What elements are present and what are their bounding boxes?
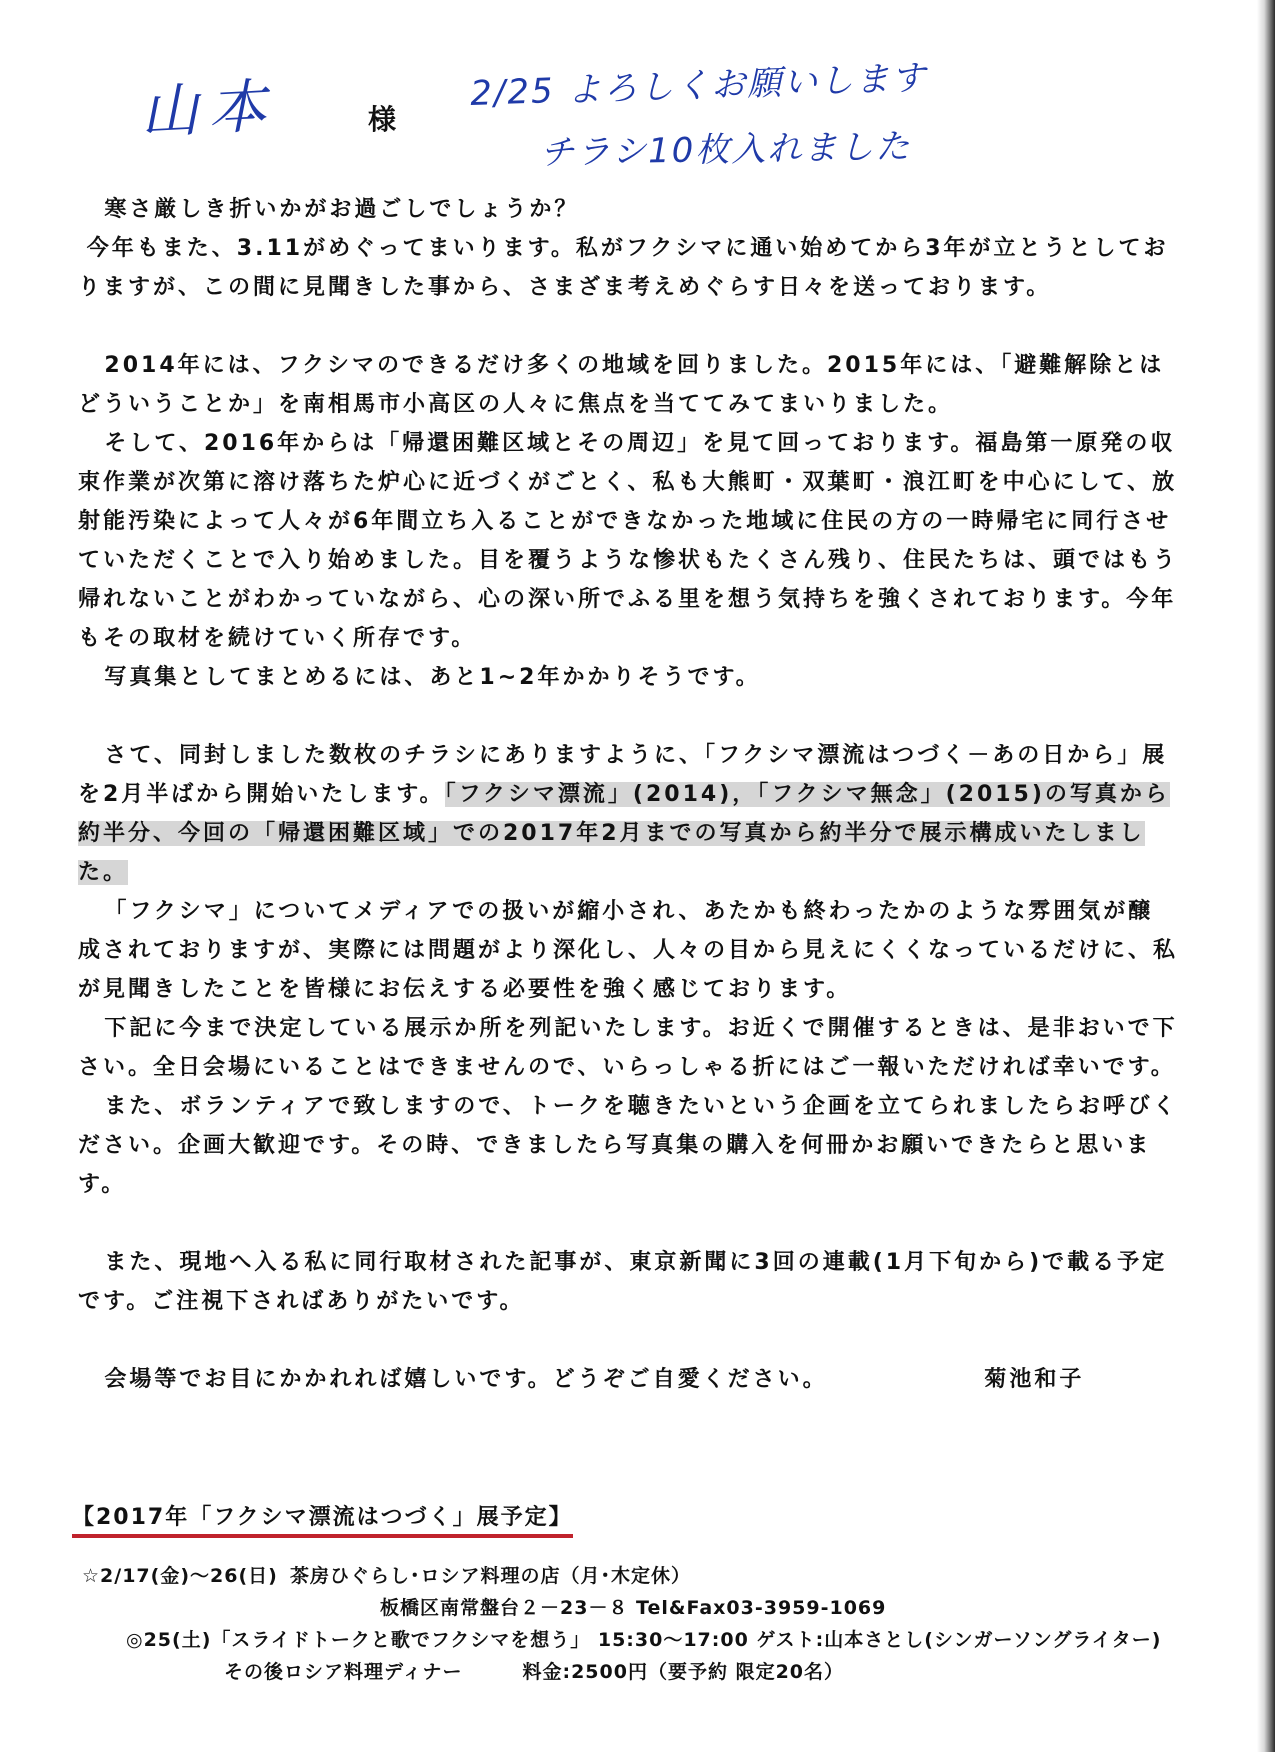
entry-date: ☆2/17(金)～26(日) — [82, 1565, 278, 1587]
letter-body — [78, 190, 1178, 1399]
handwritten-recipient-name: 山本 — [138, 71, 278, 147]
signature: 菊池和子 — [984, 1367, 1085, 1392]
highlighted-composition: 「フクシマ漂流」(2014)，「フクシマ無念」(2015)の写真から約半分、今回の「帰還困難区域」での2017年2月までの写真から約半分で展示構成いたしました。 — [78, 782, 1170, 885]
paragraph-2016: そして、2016年からは「帰還困難区域とその周辺」を見て回っております。福島第一原発の収束作業が次第に溶け落ちた炉心に近づくがごとく、私も大熊町・双葉町・浪江町を中心にして、放射能汚染によって人々が6年間立ち入ることができなかった地域に住民の方の一時帰宅に同行させていただくことで入り始めました。目を覆うような惨状もたくさん残り、住民たちは、頭ではもう帰れないことがわかっていながら、心の深い所でふる里を想う気持ちを強くされております。今年もその取材を続けていく所存です。 — [78, 431, 1179, 651]
paragraph-volunteer: また、ボランティアで致しますので、トークを聴きたいという企画を立てられましたらお呼びください。企画大歓迎です。その時、できましたら写真集の購入を何冊かお願いできたらと思います。 — [78, 1094, 1178, 1197]
paragraph-media: 「フクシマ」についてメディアでの扱いが縮小され、あたかも終わったかのような雰囲気が醸成されておりますが、実際には問題がより深化し、人々の目から見えにくくなっているだけに、私が見聞きしたことを皆様にお伝えする必要性を強く感じております。 — [78, 899, 1179, 1002]
handwritten-note-line1: 2/25 よろしくお願いします — [469, 58, 928, 114]
schedule-list — [82, 1560, 1182, 1688]
schedule-heading: 【2017年「フクシマ漂流はつづく」展予定】 — [72, 1500, 573, 1538]
scan-edge-shadow — [1257, 0, 1275, 1752]
honorific: 様 — [368, 103, 397, 136]
paragraph-newspaper: また、現地へ入る私に同行取材された記事が、東京新聞に3回の連載(1月下旬から)で載る予定です。ご注視下さればありがたいです。 — [78, 1250, 1168, 1314]
closing-text: 会場等でお目にかかれれば嬉しいです。どうぞご自愛ください。 — [104, 1367, 828, 1392]
schedule-entry-date-venue — [82, 1560, 1182, 1592]
handwritten-note-line2: チラシ10枚入れました — [539, 126, 912, 174]
entry-fee: 料金:2500円（要予約 限定20名） — [522, 1661, 845, 1683]
exhibition-announcement: さて、同封しました数枚のチラシにありますように、「フクシマ漂流はつづく－あの日から」展を2月半ばから開始いたします。 — [78, 743, 1168, 807]
entry-dinner: その後ロシア料理ディナー — [224, 1661, 463, 1683]
paragraph-intro: 今年もまた、3.11がめぐってまいります。私がフクシマに通い始めてから3年が立とうとしておりますが、この間に見聞きした事から、さまざま考えめぐらす日々を送っております。 — [78, 236, 1169, 300]
paragraph-venues: 下記に今まで決定している展示か所を列記いたします。お近くで開催するときは、是非おいで下さい。全日会場にいることはできませんので、いらっしゃる折にはご一報いただければ幸いです。 — [78, 1016, 1178, 1080]
entry-venue: 茶房ひぐらし･ロシア料理の店（月･木定休） — [290, 1565, 692, 1587]
paragraph-closing — [78, 1360, 1178, 1399]
paragraph-2014-2015: 2014年には、フクシマのできるだけ多くの地域を回りました。2015年には、「避難解除とはどういうことか」を南相馬市小高区の人々に焦点を当ててみてまいりました。 — [78, 353, 1165, 417]
entry-dinner-row — [82, 1656, 1182, 1688]
entry-address: 板橋区南常盤台２－23－８ Tel&Fax03-3959-1069 — [380, 1597, 887, 1619]
paragraph-greeting: 寒さ厳しき折いかがお過ごしでしょうか？ — [104, 197, 580, 222]
paragraph-exhibition — [78, 736, 1178, 892]
entry-event: ◎25(土)「スライドトークと歌でフクシマを想う」 15:30～17:00 ゲスト:山本さとし(シンガーソングライター) — [126, 1629, 1162, 1651]
paragraph-photobook: 写真集としてまとめるには、あと1~2年かかりそうです。 — [104, 665, 761, 690]
